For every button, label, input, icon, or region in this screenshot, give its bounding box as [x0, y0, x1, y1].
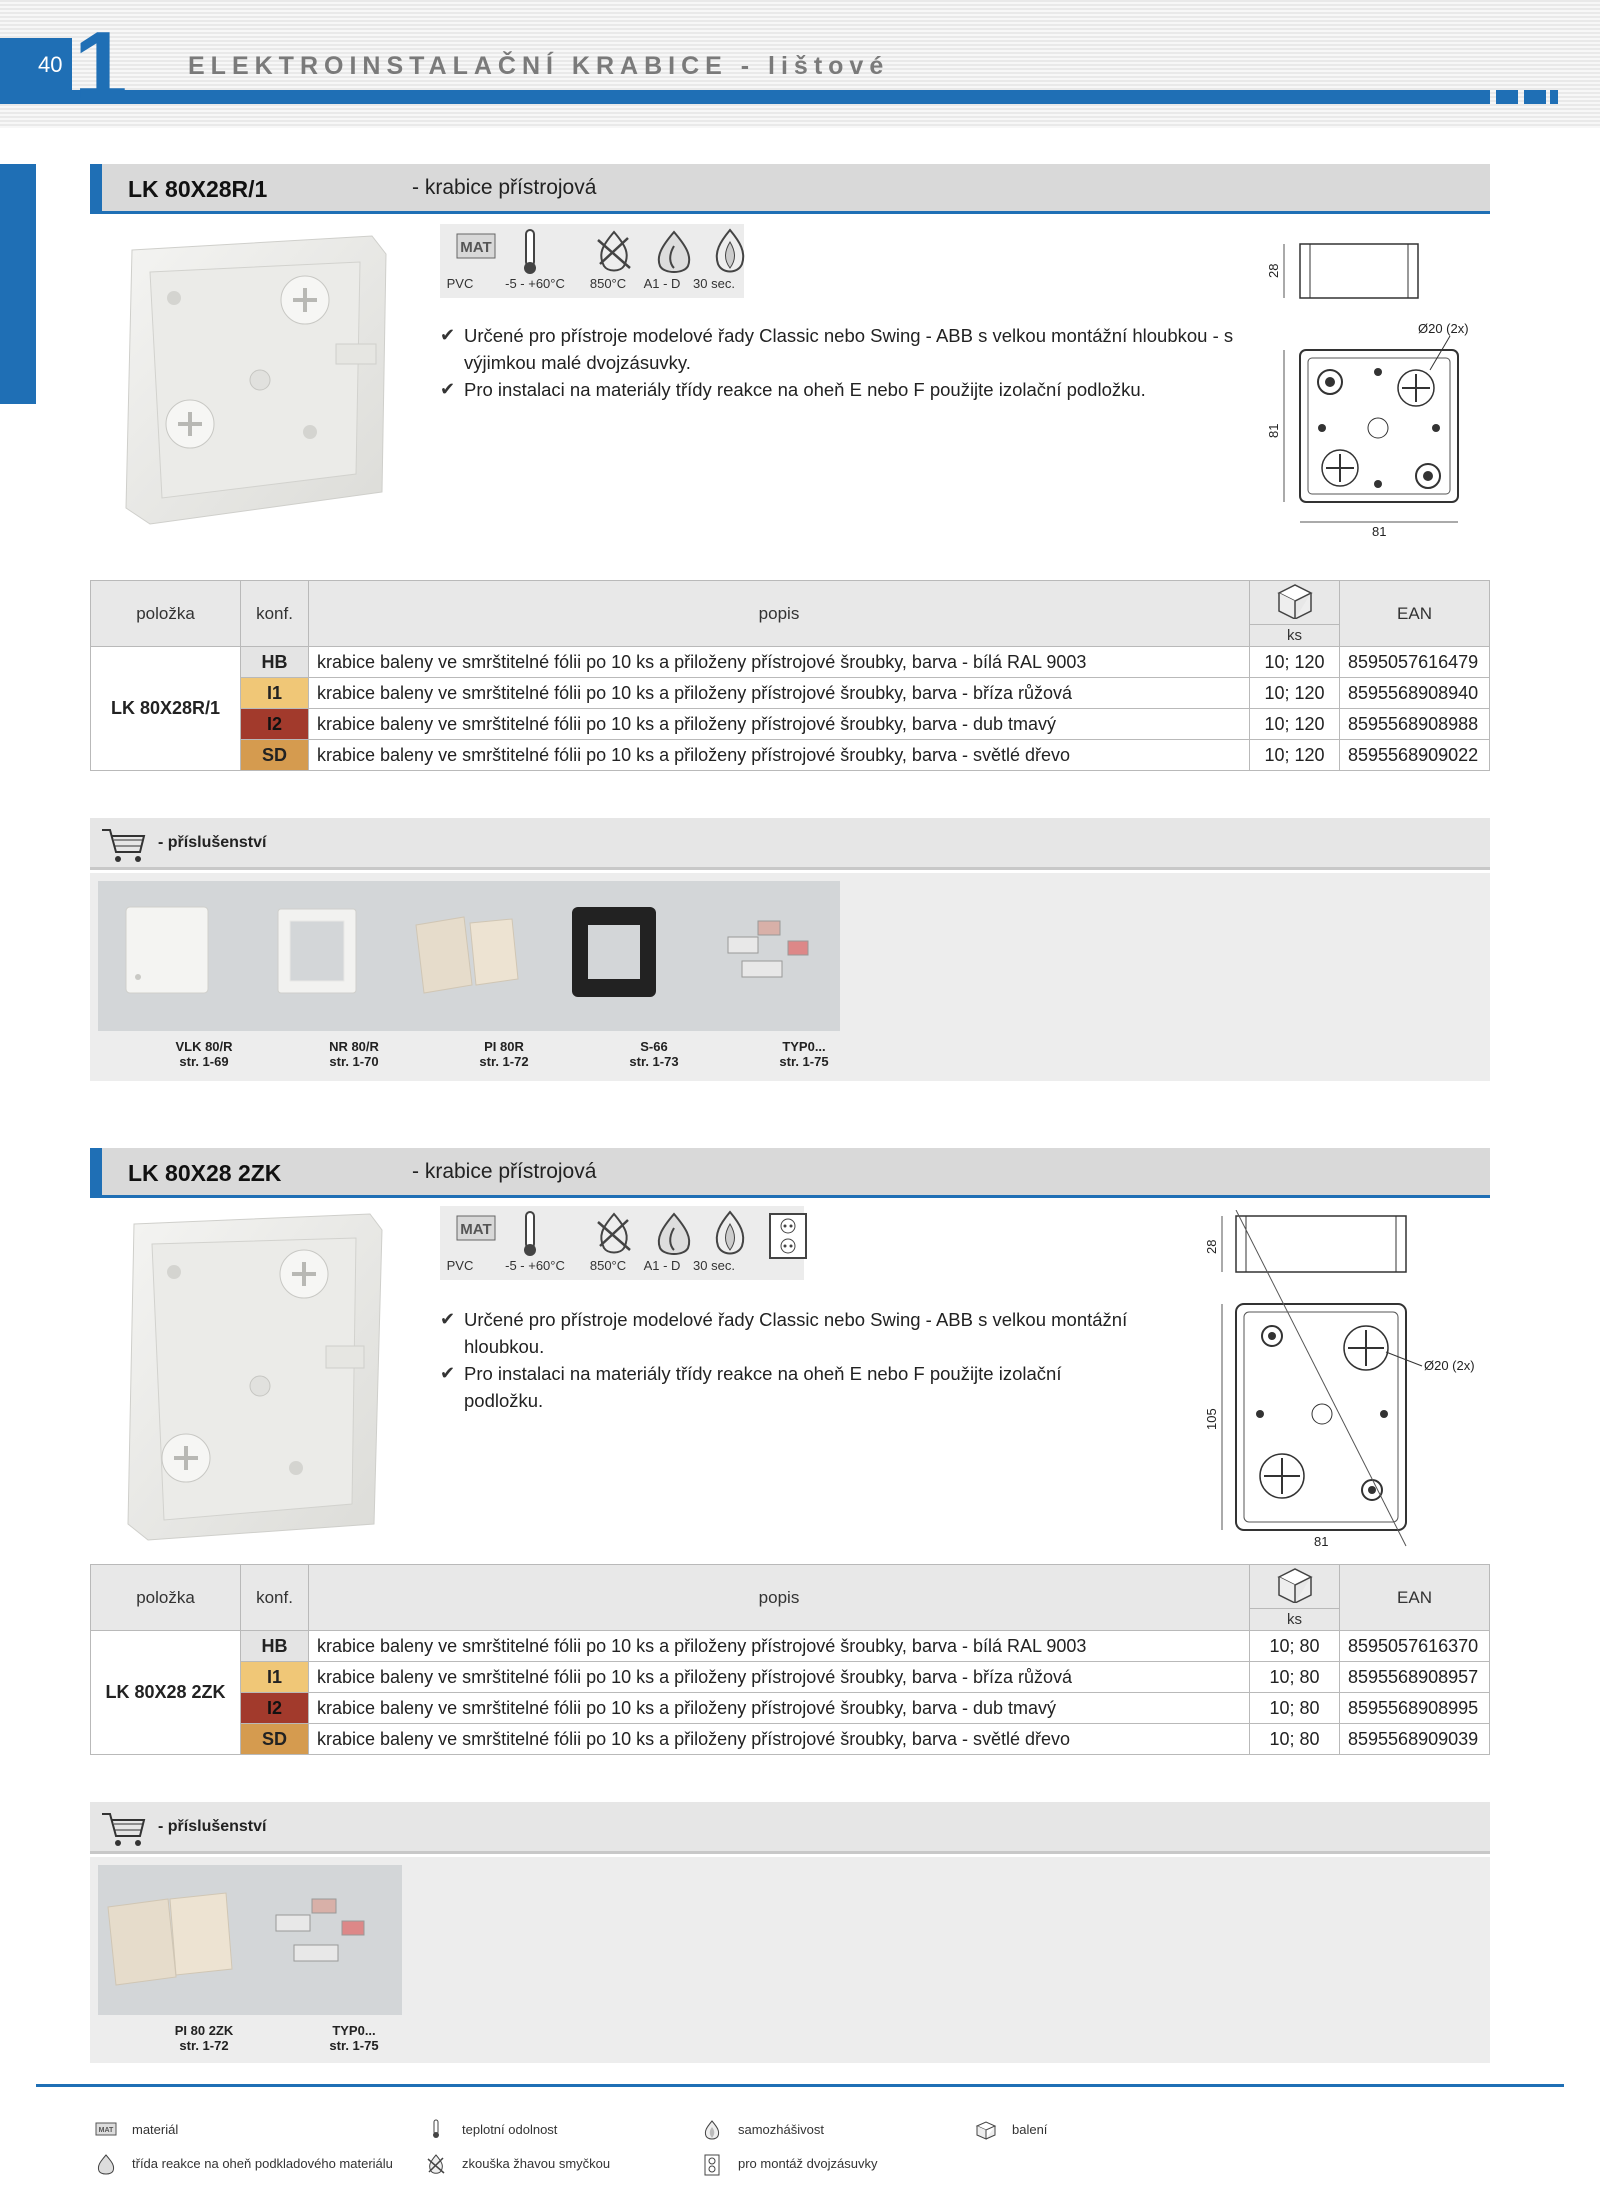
- cart-icon: [100, 1808, 148, 1848]
- footer-rule: [36, 2084, 1564, 2087]
- bullet-item: ✔ Určené pro přístroje modelové řady Classic nebo Swing - ABB s velkou montážní hloubkou - s výjimkou malé dvojzásuvky.: [440, 325, 1234, 373]
- product-photo-1: [110, 228, 410, 538]
- property-icons-1: [440, 224, 744, 298]
- drop-flame-icon: [94, 2153, 118, 2175]
- glow-wire-icon: 850°C: [576, 224, 652, 298]
- accessories-photo: [98, 1865, 402, 2015]
- product-header-1: [90, 164, 1490, 214]
- accessories-photo: [98, 881, 840, 1031]
- technical-drawing-2: [1190, 1210, 1490, 1550]
- svg-text:28: 28: [1204, 1239, 1219, 1254]
- col-header-polozka: položka: [91, 1565, 241, 1631]
- glow-wire-icon: 850°C: [576, 1206, 652, 1280]
- col-header-box-icon: [1250, 1565, 1340, 1609]
- flame-icon: 30 sec.: [692, 224, 768, 298]
- product-subtitle: - krabice přístrojová: [412, 1160, 597, 1183]
- table-row: LK 80X28 2ZK HB krabice baleny ve smrštitelné fólii po 10 ks a přiloženy přístrojové šroubky, barva - bílá RAL 9003 10; 80 8595057616370: [91, 1631, 1490, 1662]
- item-code: LK 80X28 2ZK: [91, 1631, 241, 1755]
- box-icon: [974, 2119, 998, 2141]
- technical-drawing-1: [1250, 232, 1490, 542]
- mat-icon: [94, 2119, 118, 2139]
- svg-text:81: 81: [1372, 524, 1387, 539]
- product-code: LK 80X28 2ZK: [128, 1160, 282, 1186]
- col-header-konf: konf.: [241, 581, 309, 647]
- thermometer-icon: [424, 2119, 448, 2139]
- mat-icon: MAT PVC: [440, 224, 516, 298]
- accessories-panel-2: [90, 1857, 1490, 2063]
- chapter-number: 1: [74, 12, 128, 119]
- item-code: LK 80X28R/1: [91, 647, 241, 771]
- table-row: I2 krabice baleny ve smrštitelné fólii po 10 ks a přiloženy přístrojové šroubky, barva - dub tmavý 10; 80 8595568908995: [91, 1693, 1490, 1724]
- col-header-polozka: položka: [91, 581, 241, 647]
- accessory-item[interactable]: NR 80/R str. 1-70: [329, 1039, 379, 1069]
- svg-text:Ø20 (2x): Ø20 (2x): [1424, 1358, 1475, 1373]
- svg-text:Ø20 (2x): Ø20 (2x): [1418, 321, 1469, 336]
- col-header-ks: ks: [1250, 1609, 1340, 1631]
- accessory-item[interactable]: S-66 str. 1-73: [629, 1039, 679, 1069]
- table-row: SD krabice baleny ve smrštitelné fólii po 10 ks a přiloženy přístrojové šroubky, barva - světlé dřevo 10; 80 8595568909039: [91, 1724, 1490, 1755]
- col-header-konf: konf.: [241, 1565, 309, 1631]
- svg-text:81: 81: [1266, 423, 1281, 438]
- spec-table-2: [90, 1564, 1490, 1755]
- col-header-ean: EAN: [1340, 1565, 1490, 1631]
- col-header-ean: EAN: [1340, 581, 1490, 647]
- drop-flame-icon: A1 - D: [636, 1206, 712, 1280]
- product-photo-2: [120, 1210, 390, 1550]
- svg-text:MAT: MAT: [460, 1221, 492, 1238]
- flame-icon: 30 sec.: [692, 1206, 768, 1280]
- svg-text:MAT: MAT: [460, 239, 492, 256]
- flame-icon: [700, 2119, 724, 2141]
- bullet-item: ✔ Pro instalaci na materiály třídy reakce na oheň E nebo F použijte izolační podložku.: [440, 379, 1146, 400]
- table-row: LK 80X28R/1 HB krabice baleny ve smrštitelné fólii po 10 ks a přiloženy přístrojové šroubky, barva - bílá RAL 9003 10; 120 8595057616479: [91, 647, 1490, 678]
- accessory-item[interactable]: VLK 80/R str. 1-69: [175, 1039, 233, 1069]
- page-title: ELEKTROINSTALAČNÍ KRABICE - lištové: [188, 52, 890, 80]
- double-socket-icon: [750, 1206, 826, 1280]
- bullet-item: ✔ Určené pro přístroje modelové řady Classic nebo Swing - ABB s velkou montážní hloubkou.: [440, 1309, 1128, 1357]
- svg-text:105: 105: [1204, 1408, 1219, 1430]
- col-header-popis: popis: [309, 581, 1250, 647]
- accessory-item[interactable]: PI 80 2ZK str. 1-72: [174, 2023, 234, 2053]
- bullet-item: ✔ Pro instalaci na materiály třídy reakce na oheň E nebo F použijte izolační podložku.: [440, 1363, 1062, 1411]
- col-header-popis: popis: [309, 1565, 1250, 1631]
- mat-icon: MAT PVC: [440, 1206, 516, 1280]
- svg-text:MAT: MAT: [98, 2127, 114, 2134]
- double-socket-icon: [700, 2153, 724, 2177]
- header-rule: [0, 90, 1490, 104]
- header-square: [1524, 90, 1546, 104]
- table-row: SD krabice baleny ve smrštitelné fólii po 10 ks a přiloženy přístrojové šroubky, barva - světlé dřevo 10; 120 8595568909022: [91, 740, 1490, 771]
- product-header-2: [90, 1148, 1490, 1198]
- drop-flame-icon: A1 - D: [636, 224, 712, 298]
- thermometer-icon: -5 - +60°C: [494, 1206, 570, 1280]
- property-icons-2: [440, 1206, 804, 1280]
- chapter-side-tab: [0, 164, 36, 404]
- thermometer-icon: -5 - +60°C: [494, 224, 570, 298]
- col-header-ks: ks: [1250, 625, 1340, 647]
- accessories-panel-1: [90, 873, 1490, 1081]
- table-row: I1 krabice baleny ve smrštitelné fólii po 10 ks a přiloženy přístrojové šroubky, barva - bříza růžová 10; 80 8595568908957: [91, 1662, 1490, 1693]
- product-subtitle: - krabice přístrojová: [412, 176, 597, 199]
- accessory-item[interactable]: TYP0... str. 1-75: [329, 2023, 379, 2053]
- product-code: LK 80X28R/1: [128, 176, 268, 202]
- accessories-header-2: - příslušenství: [90, 1802, 1490, 1854]
- header-square: [1496, 90, 1518, 104]
- product-bullets-1: [440, 322, 1240, 403]
- box-icon: [1273, 581, 1317, 619]
- box-icon: [1273, 1565, 1317, 1603]
- col-header-box-icon: [1250, 581, 1340, 625]
- accessories-header-1: - příslušenství: [90, 818, 1490, 870]
- glow-wire-icon: [424, 2153, 448, 2175]
- svg-text:81: 81: [1314, 1534, 1329, 1549]
- cart-icon: [100, 824, 148, 864]
- page-number: 40: [38, 52, 63, 77]
- accessory-item[interactable]: PI 80R str. 1-72: [479, 1039, 529, 1069]
- accessory-item[interactable]: TYP0... str. 1-75: [779, 1039, 829, 1069]
- table-row: I2 krabice baleny ve smrštitelné fólii po 10 ks a přiloženy přístrojové šroubky, barva - dub tmavý 10; 120 8595568908988: [91, 709, 1490, 740]
- header-square: [1550, 90, 1558, 104]
- table-row: I1 krabice baleny ve smrštitelné fólii po 10 ks a přiloženy přístrojové šroubky, barva - bříza růžová 10; 120 8595568908940: [91, 678, 1490, 709]
- svg-text:28: 28: [1266, 263, 1281, 278]
- product-bullets-2: [440, 1306, 1140, 1414]
- spec-table-1: [90, 580, 1490, 771]
